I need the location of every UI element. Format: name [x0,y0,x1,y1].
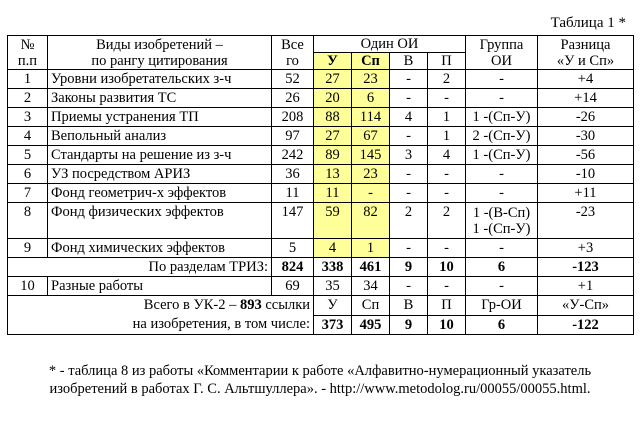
cell-sp: 23 [352,165,390,184]
cell-diff: +4 [538,70,634,89]
cell-diff: -56 [538,146,634,165]
header-types-line1: Виды изобретений – [96,36,223,53]
summary-head-sp: Сп [352,296,390,316]
cell-p: - [428,239,466,258]
summary-label-line2: на изобретения, в том числе: [132,316,310,332]
summary-head-diff: «У-Сп» [538,296,634,316]
row10-u: 35 [314,277,352,296]
cell-v: - [390,89,428,108]
cell-number: 8 [8,203,48,239]
header-number-line1: № [20,36,35,53]
cell-total: 97 [272,127,314,146]
subtotal-diff: -123 [538,258,634,277]
header-total-line1: Все [281,36,304,53]
cell-group-line: - [499,166,504,182]
row10-p: - [428,277,466,296]
table-row [8,146,634,165]
cell-sp: 1 [352,239,390,258]
cell-name: Стандарты на решение из з-ч [48,146,272,165]
header-u: У [314,53,352,70]
cell-v: 3 [390,146,428,165]
cell-name: УЗ посредством АРИЗ [48,165,272,184]
cell-p: 2 [428,70,466,89]
cell-diff: -30 [538,127,634,146]
table-row [8,108,634,127]
cell-number: 3 [8,108,48,127]
summary-head-group: Гр-ОИ [466,296,538,316]
row10-number: 10 [8,277,48,296]
header-row-1 [8,36,634,53]
summary-label-pre: Всего в УК-2 – [143,297,240,313]
cell-u: 27 [314,127,352,146]
cell-group [466,184,538,203]
cell-u: 59 [314,203,352,239]
table-row [8,70,634,89]
summary-label-post: ссылки [261,297,310,313]
summary-label-line1 [11,296,310,315]
row10-sp: 34 [352,277,390,296]
cell-diff: +3 [538,239,634,258]
cell-number: 9 [8,239,48,258]
cell-group-line: 1 -(В-Сп) [472,204,531,221]
cell-u: 27 [314,70,352,89]
table-row [8,184,634,203]
cell-sp: 67 [352,127,390,146]
cell-total: 52 [272,70,314,89]
cell-total: 26 [272,89,314,108]
cell-group [466,146,538,165]
header-group [466,36,538,70]
subtotal-sp: 461 [352,258,390,277]
summary-value-diff: -122 [538,315,634,335]
table-row [8,203,634,239]
cell-group [466,89,538,108]
header-v: В [390,53,428,70]
inventions-table [7,35,634,335]
cell-u: 11 [314,184,352,203]
header-number [8,36,48,70]
summary-value-sp: 495 [352,315,390,335]
cell-p: - [428,165,466,184]
cell-u: 88 [314,108,352,127]
table-footer [8,258,634,335]
cell-name: Приемы устранения ТП [48,108,272,127]
cell-u: 89 [314,146,352,165]
summary-value-u: 373 [314,315,352,335]
footnote-line1: * - таблица 8 из работы «Комментарии к работе «Алфавитно-нумерационный указатель [48,363,592,379]
cell-sp: 23 [352,70,390,89]
cell-group-line: - [499,71,504,87]
cell-name: Фонд химических эффектов [48,239,272,258]
cell-total: 11 [272,184,314,203]
summary-head-row [8,296,634,316]
cell-name: Законы развития ТС [48,89,272,108]
cell-group-line: 2 -(Сп-У) [472,128,531,144]
cell-group-line: - [499,240,504,256]
cell-p: 4 [428,146,466,165]
cell-sp: 82 [352,203,390,239]
cell-p: - [428,184,466,203]
cell-v: - [390,127,428,146]
summary-value-group: 6 [466,315,538,335]
cell-group-line: 1 -(Сп-У) [472,220,531,237]
cell-group-line: - [499,90,504,106]
summary-head-u: У [314,296,352,316]
summary-label-count: 893 [239,297,262,313]
cell-diff: -10 [538,165,634,184]
cell-group [466,203,538,239]
cell-group [466,127,538,146]
cell-p: 1 [428,108,466,127]
cell-name: Фонд физических эффектов [48,203,272,239]
header-sp: Сп [352,53,390,70]
header-types [48,36,272,70]
cell-sp: 114 [352,108,390,127]
table-row [8,165,634,184]
cell-sp: 6 [352,89,390,108]
subtotal-group: 6 [466,258,538,277]
cell-group-line: 1 -(Сп-У) [472,147,531,163]
row10-diff: +1 [538,277,634,296]
subtotal-p: 10 [428,258,466,277]
table-row [8,239,634,258]
header-diff-line1: Разница [560,36,611,53]
header-one-oi: Один ОИ [314,36,466,53]
summary-head-v: В [390,296,428,316]
row10-v: - [390,277,428,296]
cell-group [466,108,538,127]
cell-u: 4 [314,239,352,258]
cell-total: 5 [272,239,314,258]
table-caption: Таблица 1 * [550,15,626,31]
cell-group-line: 1 -(Сп-У) [472,109,531,125]
header-diff-line2: «У и Сп» [556,52,615,69]
table-row [8,89,634,108]
cell-diff: -26 [538,108,634,127]
cell-name: Уровни изобретательских з-ч [48,70,272,89]
summary-label [8,296,314,335]
cell-p: 2 [428,203,466,239]
header-total [272,36,314,70]
subtotal-label: По разделам ТРИЗ: [8,258,272,277]
cell-sp: - [352,184,390,203]
cell-v: - [390,184,428,203]
cell-number: 1 [8,70,48,89]
cell-number: 2 [8,89,48,108]
subtotal-v: 9 [390,258,428,277]
header-total-line2: го [286,52,299,69]
cell-v: 2 [390,203,428,239]
cell-v: 4 [390,108,428,127]
cell-number: 6 [8,165,48,184]
cell-group [466,165,538,184]
cell-number: 4 [8,127,48,146]
subtotal-total: 824 [272,258,314,277]
cell-total: 36 [272,165,314,184]
cell-number: 7 [8,184,48,203]
cell-total: 147 [272,203,314,239]
cell-p: 1 [428,127,466,146]
footnote-line2: изобретений в работах Г. С. Альтшуллера». - http://www.metodolog.ru/00055/00055.html. [49,381,591,397]
subtotal-u: 338 [314,258,352,277]
cell-number: 5 [8,146,48,165]
cell-v: - [390,239,428,258]
summary-head-p: П [428,296,466,316]
row10-total: 69 [272,277,314,296]
cell-group-line: - [499,185,504,201]
cell-name: Фонд геометрич-х эффектов [48,184,272,203]
table-body [8,70,634,258]
header-diff [538,36,634,70]
header-types-line2: по рангу цитирования [91,52,228,69]
cell-group [466,239,538,258]
cell-total: 208 [272,108,314,127]
header-p: П [428,53,466,70]
cell-diff: -23 [538,203,634,239]
summary-value-p: 10 [428,315,466,335]
header-group-line1: Группа [479,36,524,53]
row10-group: - [466,277,538,296]
footnote [7,362,633,398]
row10-name: Разные работы [48,277,272,296]
cell-total: 242 [272,146,314,165]
cell-diff: +14 [538,89,634,108]
cell-name: Вепольный анализ [48,127,272,146]
cell-group [466,70,538,89]
cell-v: - [390,165,428,184]
cell-u: 13 [314,165,352,184]
summary-value-v: 9 [390,315,428,335]
header-number-line2: п.п [17,52,38,69]
table-row [8,127,634,146]
subtotal-row [8,258,634,277]
header-group-line2: ОИ [491,52,512,69]
cell-diff: +11 [538,184,634,203]
cell-u: 20 [314,89,352,108]
cell-v: - [390,70,428,89]
table-row-10 [8,277,634,296]
cell-p: - [428,89,466,108]
cell-sp: 145 [352,146,390,165]
